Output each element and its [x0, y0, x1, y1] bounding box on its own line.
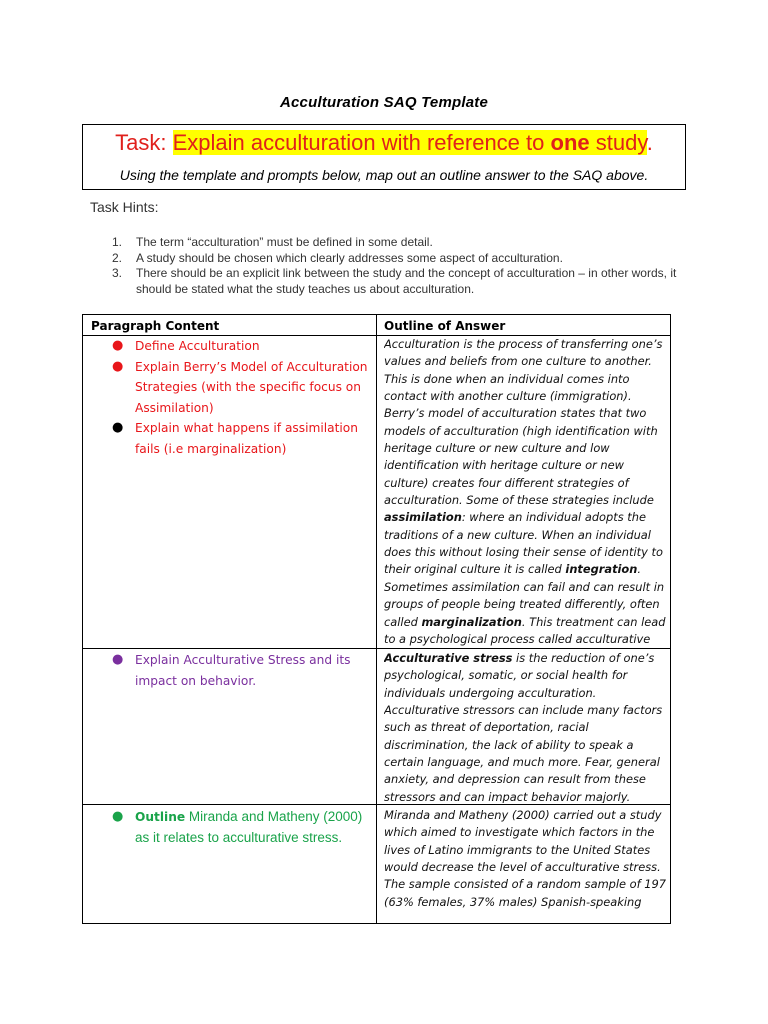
hints-list [112, 235, 692, 297]
hint-number: 3. [112, 266, 123, 280]
answer-text: Acculturation is the process of transferring one’s values and beliefs from one culture to another. This is done when an individual comes into contact with another culture (immigration). Berry’s model of acculturation states that two models of acculturation (high identification with heritage culture or new culture and low identification with heritage culture or new culture) creates four different strategies of acculturation. Some of these strategies include [384, 337, 663, 508]
hint-text: A study should be chosen which clearly addresses some aspect of acculturation. [136, 250, 563, 265]
hint-number: 2. [112, 250, 123, 265]
list-item [107, 418, 372, 459]
task-question-end: study [595, 130, 647, 155]
bullet-text: Define Acculturation [135, 339, 260, 353]
task-label: Task: [115, 130, 167, 155]
bullet-text: Explain Acculturative Stress and its impact on behavior. [135, 653, 351, 688]
hint-item [112, 266, 692, 297]
list-item [107, 807, 372, 848]
bullet-icon: ● [112, 809, 124, 824]
row1-content [107, 336, 372, 459]
bullet-text: Miranda and Matheny (2000) as it relates to acculturative stress. [135, 809, 363, 845]
header-paragraph-content: Paragraph Content [91, 319, 220, 333]
answer-text: . This treatment can lead to a psychological process called acculturative [384, 614, 666, 646]
document-title: Acculturation SAQ Template [279, 94, 488, 111]
hint-item [112, 235, 692, 251]
list-item [107, 336, 372, 357]
hint-number: 1. [112, 235, 123, 249]
row3-bullets [107, 807, 372, 848]
row1-answer [384, 336, 670, 647]
bullet-text: Explain what happens if assimilation fails (i.e marginalization) [135, 421, 358, 456]
term-assimilation: assimilation [384, 510, 462, 525]
header-outline-of-answer: Outline of Answer [384, 319, 506, 333]
bullet-icon: ● [112, 358, 124, 374]
task-instruction: Using the template and prompts below, map out an outline answer to the SAQ above. [119, 167, 649, 183]
row2-bullets [107, 650, 372, 691]
row2-answer [384, 650, 670, 803]
answer-text: : where an individual adopts the traditions of a new culture. When an individual does this without losing their sense of identity to their original culture it is called [384, 510, 663, 577]
answer-text: is the reduction of one’s psychological, somatic, or social health for individuals undergoing acculturation. Acculturative stressors can include many factors such as threat of deportation, racial discrimination, the lack of ability to speak a certain language, and much more. Fear, general anxiety, and depression can result from these stressors and can impact behavior majorly. [384, 651, 663, 803]
bullet-text: Explain Berry’s Model of Acculturation Strategies (with the specific focus on Assimilation) [135, 359, 368, 415]
hint-text: The term “acculturation” must be defined in some detail. [136, 235, 433, 249]
task-period: . [646, 130, 653, 155]
term-marginalization: marginalization [421, 614, 522, 629]
bullet-icon: ● [112, 652, 124, 667]
hint-text: There should be an explicit link between the study and the concept of acculturation – in other words, it should be stated what the study teaches us about acculturation. [136, 266, 677, 296]
outline-table [82, 314, 671, 924]
term-acculturative-stress: Acculturative stress [384, 651, 513, 665]
answer-text: . Sometimes assimilation can fail and can result in groups of people being treated differently, often called [384, 562, 665, 629]
task-statement [83, 126, 685, 160]
list-item [107, 650, 372, 691]
bullet-bold-text: Outline [135, 810, 186, 824]
row1-bullets [107, 336, 372, 459]
list-item [107, 357, 372, 419]
row3-answer: Miranda and Matheny (2000) carried out a study which aimed to investigate which factors in the lives of Latino immigrants to the United States would decrease the level of acculturative stress. The sample consisted of a random sample of 197 (63% females, 37% males) Spanish-speaking [384, 808, 667, 909]
task-question [173, 130, 647, 155]
hint-item [112, 251, 692, 267]
column-divider [376, 315, 377, 923]
bullet-icon: ● [112, 338, 124, 353]
row-divider [83, 804, 670, 805]
task-box [82, 124, 686, 190]
row3-content [107, 807, 372, 848]
hints-title: Task Hints: [90, 199, 159, 215]
bullet-icon: ● [112, 420, 124, 435]
term-integration: integration [565, 562, 638, 577]
row2-content [107, 650, 372, 691]
task-question-emphasis: one [550, 130, 590, 155]
row-divider [83, 648, 670, 649]
task-question-part: Explain acculturation with reference to [172, 130, 545, 155]
